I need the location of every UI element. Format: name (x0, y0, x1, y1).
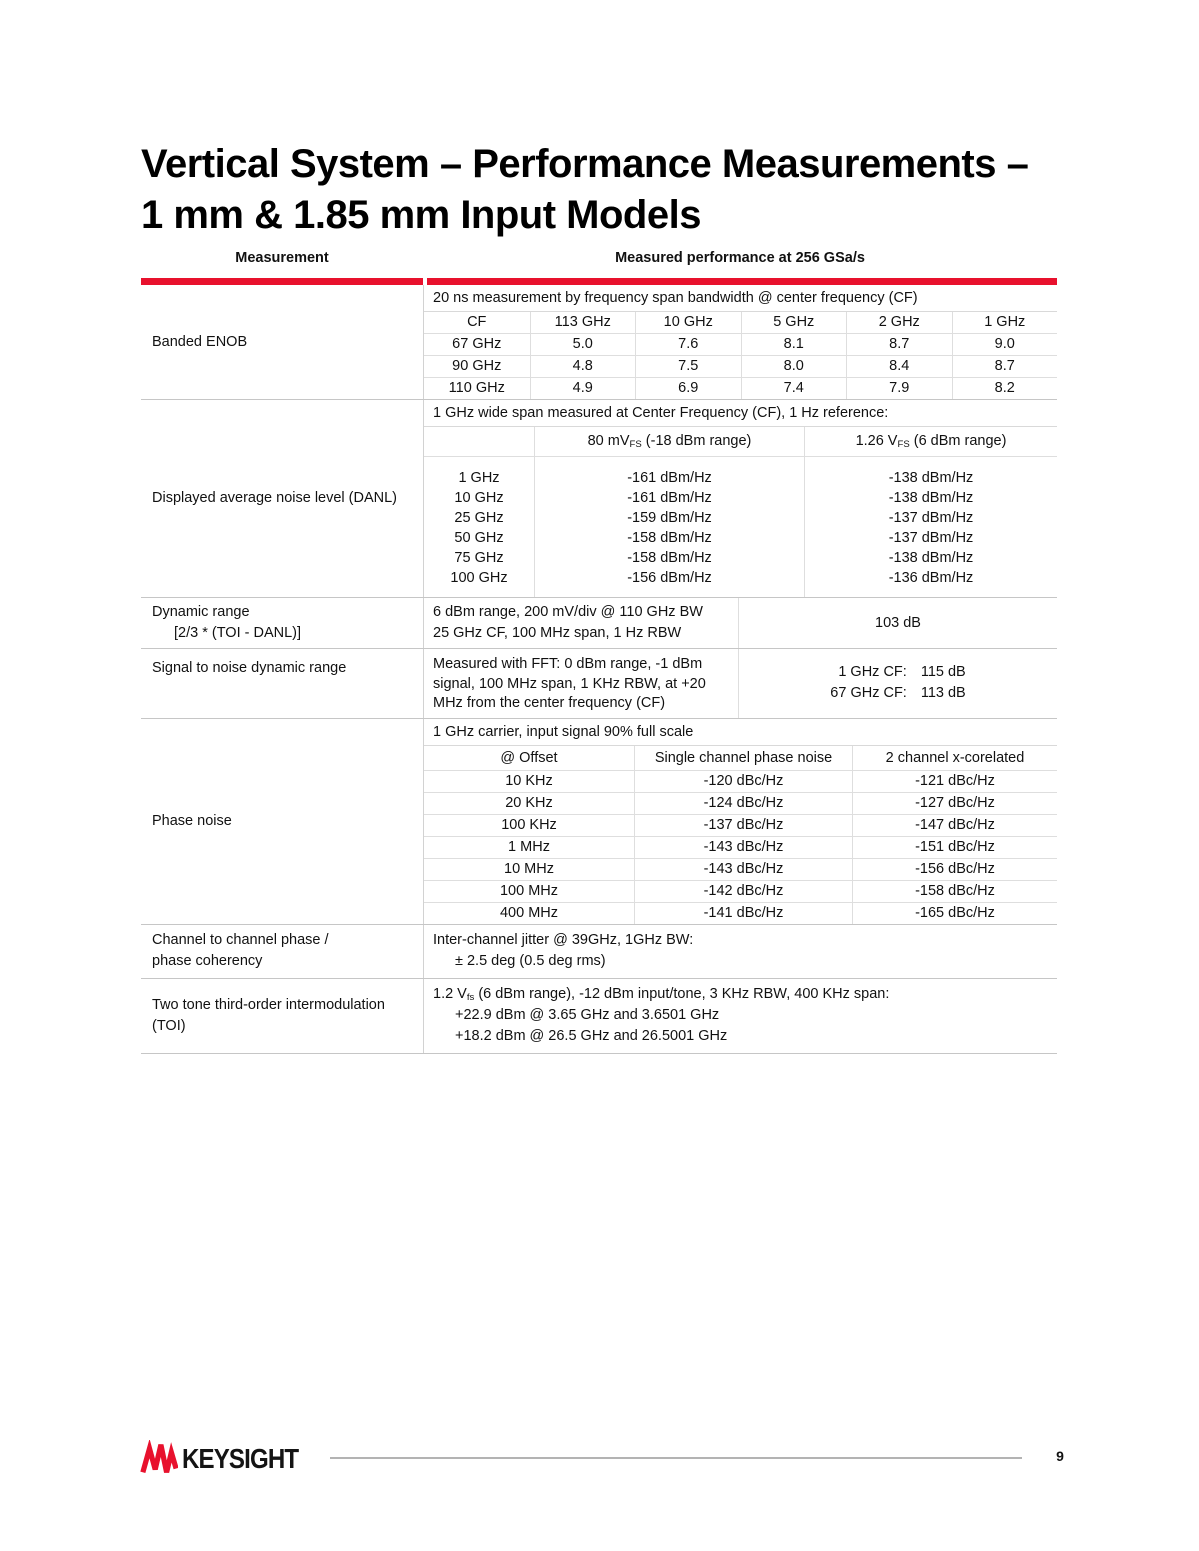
enob-col-header: 10 GHz (635, 312, 741, 334)
row-dynamic-range (141, 598, 1057, 649)
pn-cell: 10 KHz (424, 771, 634, 793)
pn-cell: -151 dBc/Hz (852, 837, 1057, 859)
phase-noise-note: 1 GHz carrier, input signal 90% full scale (424, 719, 1057, 746)
row-content (423, 925, 1057, 978)
header-rule (141, 278, 1057, 285)
danl-low-range-column: -161 dBm/Hz -161 dBm/Hz -159 dBm/Hz -158 dBm/Hz -158 dBm/Hz -156 dBm/Hz (534, 457, 804, 597)
enob-cell: 4.9 (530, 378, 636, 399)
enob-cell: 8.4 (846, 356, 952, 378)
danl-table (424, 427, 1057, 597)
enob-cell: 7.4 (741, 378, 847, 399)
danl-header-low-range: 80 $mV_{FS}$ (-18 dBm range) (534, 427, 804, 457)
pn-cell: -120 dBc/Hz (634, 771, 852, 793)
row-label: Displayed average noise level (DANL) (152, 490, 398, 506)
enob-cell: 7.5 (635, 356, 741, 378)
pn-cell: -143 dBc/Hz (634, 837, 852, 859)
keysight-logo (140, 1441, 317, 1477)
enob-cell: 5.0 (530, 334, 636, 356)
enob-col-header: 113 GHz (530, 312, 636, 334)
pn-cell: -158 dBc/Hz (852, 881, 1057, 903)
snr-cf-label: 1 GHz CF: (838, 664, 907, 681)
row-snr (141, 649, 1057, 719)
row-label: Signal to noise dynamic range (152, 660, 347, 676)
row-danl (141, 400, 1057, 598)
enob-cell: 67 GHz (424, 334, 530, 356)
enob-cell: 8.7 (952, 356, 1058, 378)
header-measurement: Measurement (235, 250, 329, 266)
enob-cell: 7.6 (635, 334, 741, 356)
pn-cell: -127 dBc/Hz (852, 793, 1057, 815)
enob-cell: 4.8 (530, 356, 636, 378)
enob-cell: 8.7 (846, 334, 952, 356)
pn-col-header: @ Offset (424, 746, 634, 771)
header-rule-left (141, 278, 423, 285)
snr-cf-value: 115 dB (920, 664, 966, 681)
page-title-line-2: 1 mm & 1.85 mm Input Models (141, 193, 701, 237)
enob-cell: 6.9 (635, 378, 741, 399)
keysight-wordmark: KEYSIGHT (182, 1443, 299, 1474)
enob-cell: 9.0 (952, 334, 1058, 356)
pn-col-header: 2 channel x-corelated (852, 746, 1057, 771)
enob-col-header: CF (424, 312, 530, 334)
pn-cell: -121 dBc/Hz (852, 771, 1057, 793)
pn-col-header: Single channel phase noise (634, 746, 852, 771)
pn-cell: 10 MHz (424, 859, 634, 881)
row-toi (141, 979, 1057, 1054)
row-channel-phase (141, 925, 1057, 979)
header-rule-right (427, 278, 1057, 285)
row-content (423, 400, 1057, 597)
enob-table (424, 312, 1057, 399)
pn-cell: -156 dBc/Hz (852, 859, 1057, 881)
footer-rule (330, 1457, 1022, 1459)
pn-cell: -142 dBc/Hz (634, 881, 852, 903)
pn-cell: 100 KHz (424, 815, 634, 837)
row-content (423, 285, 1057, 399)
snr-cf-label: 67 GHz CF: (830, 685, 907, 702)
row-label: Channel to channel phase / phase coherency (152, 932, 329, 969)
snr-values (738, 649, 1057, 718)
channel-phase-line: Inter-channel jitter @ 39GHz, 1GHz BW: (433, 931, 694, 948)
toi-line: +22.9 dBm @ 3.65 GHz and 3.6501 GHz (455, 1006, 720, 1023)
pn-cell: -137 dBc/Hz (634, 815, 852, 837)
pn-cell: 1 MHz (424, 837, 634, 859)
page-number: 9 (1056, 1448, 1064, 1464)
danl-note: 1 GHz wide span measured at Center Frequency (CF), 1 Hz reference: (424, 400, 1057, 427)
toi-line: +18.2 dBm @ 26.5 GHz and 26.5001 GHz (455, 1027, 728, 1044)
dynamic-range-value: 103 dB (738, 598, 1057, 648)
row-content (423, 719, 1057, 924)
keysight-spark-icon (140, 1440, 178, 1478)
snr-conditions: Measured with FFT: 0 dBm range, -1 dBm signal, 100 MHz span, 1 KHz RBW, at +20 MHz from the center frequency (CF) (433, 656, 706, 711)
spec-table (141, 250, 1057, 1054)
table-header-row (141, 250, 1057, 278)
enob-cell: 8.2 (952, 378, 1058, 399)
snr-cf-value: 113 dB (920, 685, 966, 702)
enob-cell: 90 GHz (424, 356, 530, 378)
row-label: Two tone third-order intermodulation (TOI) (152, 996, 385, 1034)
enob-cell: 8.1 (741, 334, 847, 356)
danl-header-blank (424, 427, 534, 457)
pn-cell: -147 dBc/Hz (852, 815, 1057, 837)
channel-phase-line: ± 2.5 deg (0.5 deg rms) (455, 952, 606, 969)
danl-frequency-column: 1 GHz 10 GHz 25 GHz 50 GHz 75 GHz 100 GHz (450, 470, 508, 586)
dynamic-range-conditions: 6 dBm range, 200 mV/div @ 110 GHz BW 25 GHz CF, 100 MHz span, 1 Hz RBW (433, 604, 703, 641)
pn-cell: 400 MHz (499, 904, 559, 921)
pn-cell: -165 dBc/Hz (852, 903, 1057, 924)
toi-line: 1.2 $V_{fs}$ (6 dBm range), -12 dBm input/tone, 3 KHz RBW, 400 KHz span: (433, 985, 890, 1003)
row-content (423, 649, 1057, 718)
pn-cell: -143 dBc/Hz (634, 859, 852, 881)
pn-cell: 20 KHz (424, 793, 634, 815)
pn-cell: -124 dBc/Hz (634, 793, 852, 815)
row-banded-enob (141, 285, 1057, 400)
row-label: Phase noise (152, 812, 232, 829)
enob-note: 20 ns measurement by frequency span bandwidth @ center frequency (CF) (424, 285, 1057, 312)
pn-cell: -141 dBc/Hz (634, 903, 852, 924)
row-label: Banded ENOB (152, 333, 248, 350)
row-label: Dynamic range [2/3 * (TOI - DANL)] (152, 604, 302, 641)
enob-cell: 8.0 (741, 356, 847, 378)
pn-cell: 100 MHz (424, 881, 634, 903)
row-content (423, 598, 1057, 648)
enob-col-header: 1 GHz (952, 312, 1058, 334)
row-content (423, 979, 1057, 1053)
enob-col-header: 2 GHz (846, 312, 952, 334)
page-title-line-1: Vertical System – Performance Measurements – (141, 142, 1029, 186)
danl-header-high-range: 1.26 $V_{FS}$ (6 dBm range) (804, 427, 1057, 457)
enob-col-header: 5 GHz (741, 312, 847, 334)
danl-high-range-column: -138 dBm/Hz -138 dBm/Hz -137 dBm/Hz -137 dBm/Hz -138 dBm/Hz -136 dBm/Hz (804, 457, 1057, 597)
header-measured-performance: Measured performance at 256 GSa/s (615, 250, 865, 266)
page-title (141, 139, 1101, 241)
row-phase-noise (141, 719, 1057, 925)
phase-noise-table (424, 746, 1057, 924)
enob-cell: 110 GHz (448, 380, 505, 396)
enob-cell: 7.9 (846, 378, 952, 399)
